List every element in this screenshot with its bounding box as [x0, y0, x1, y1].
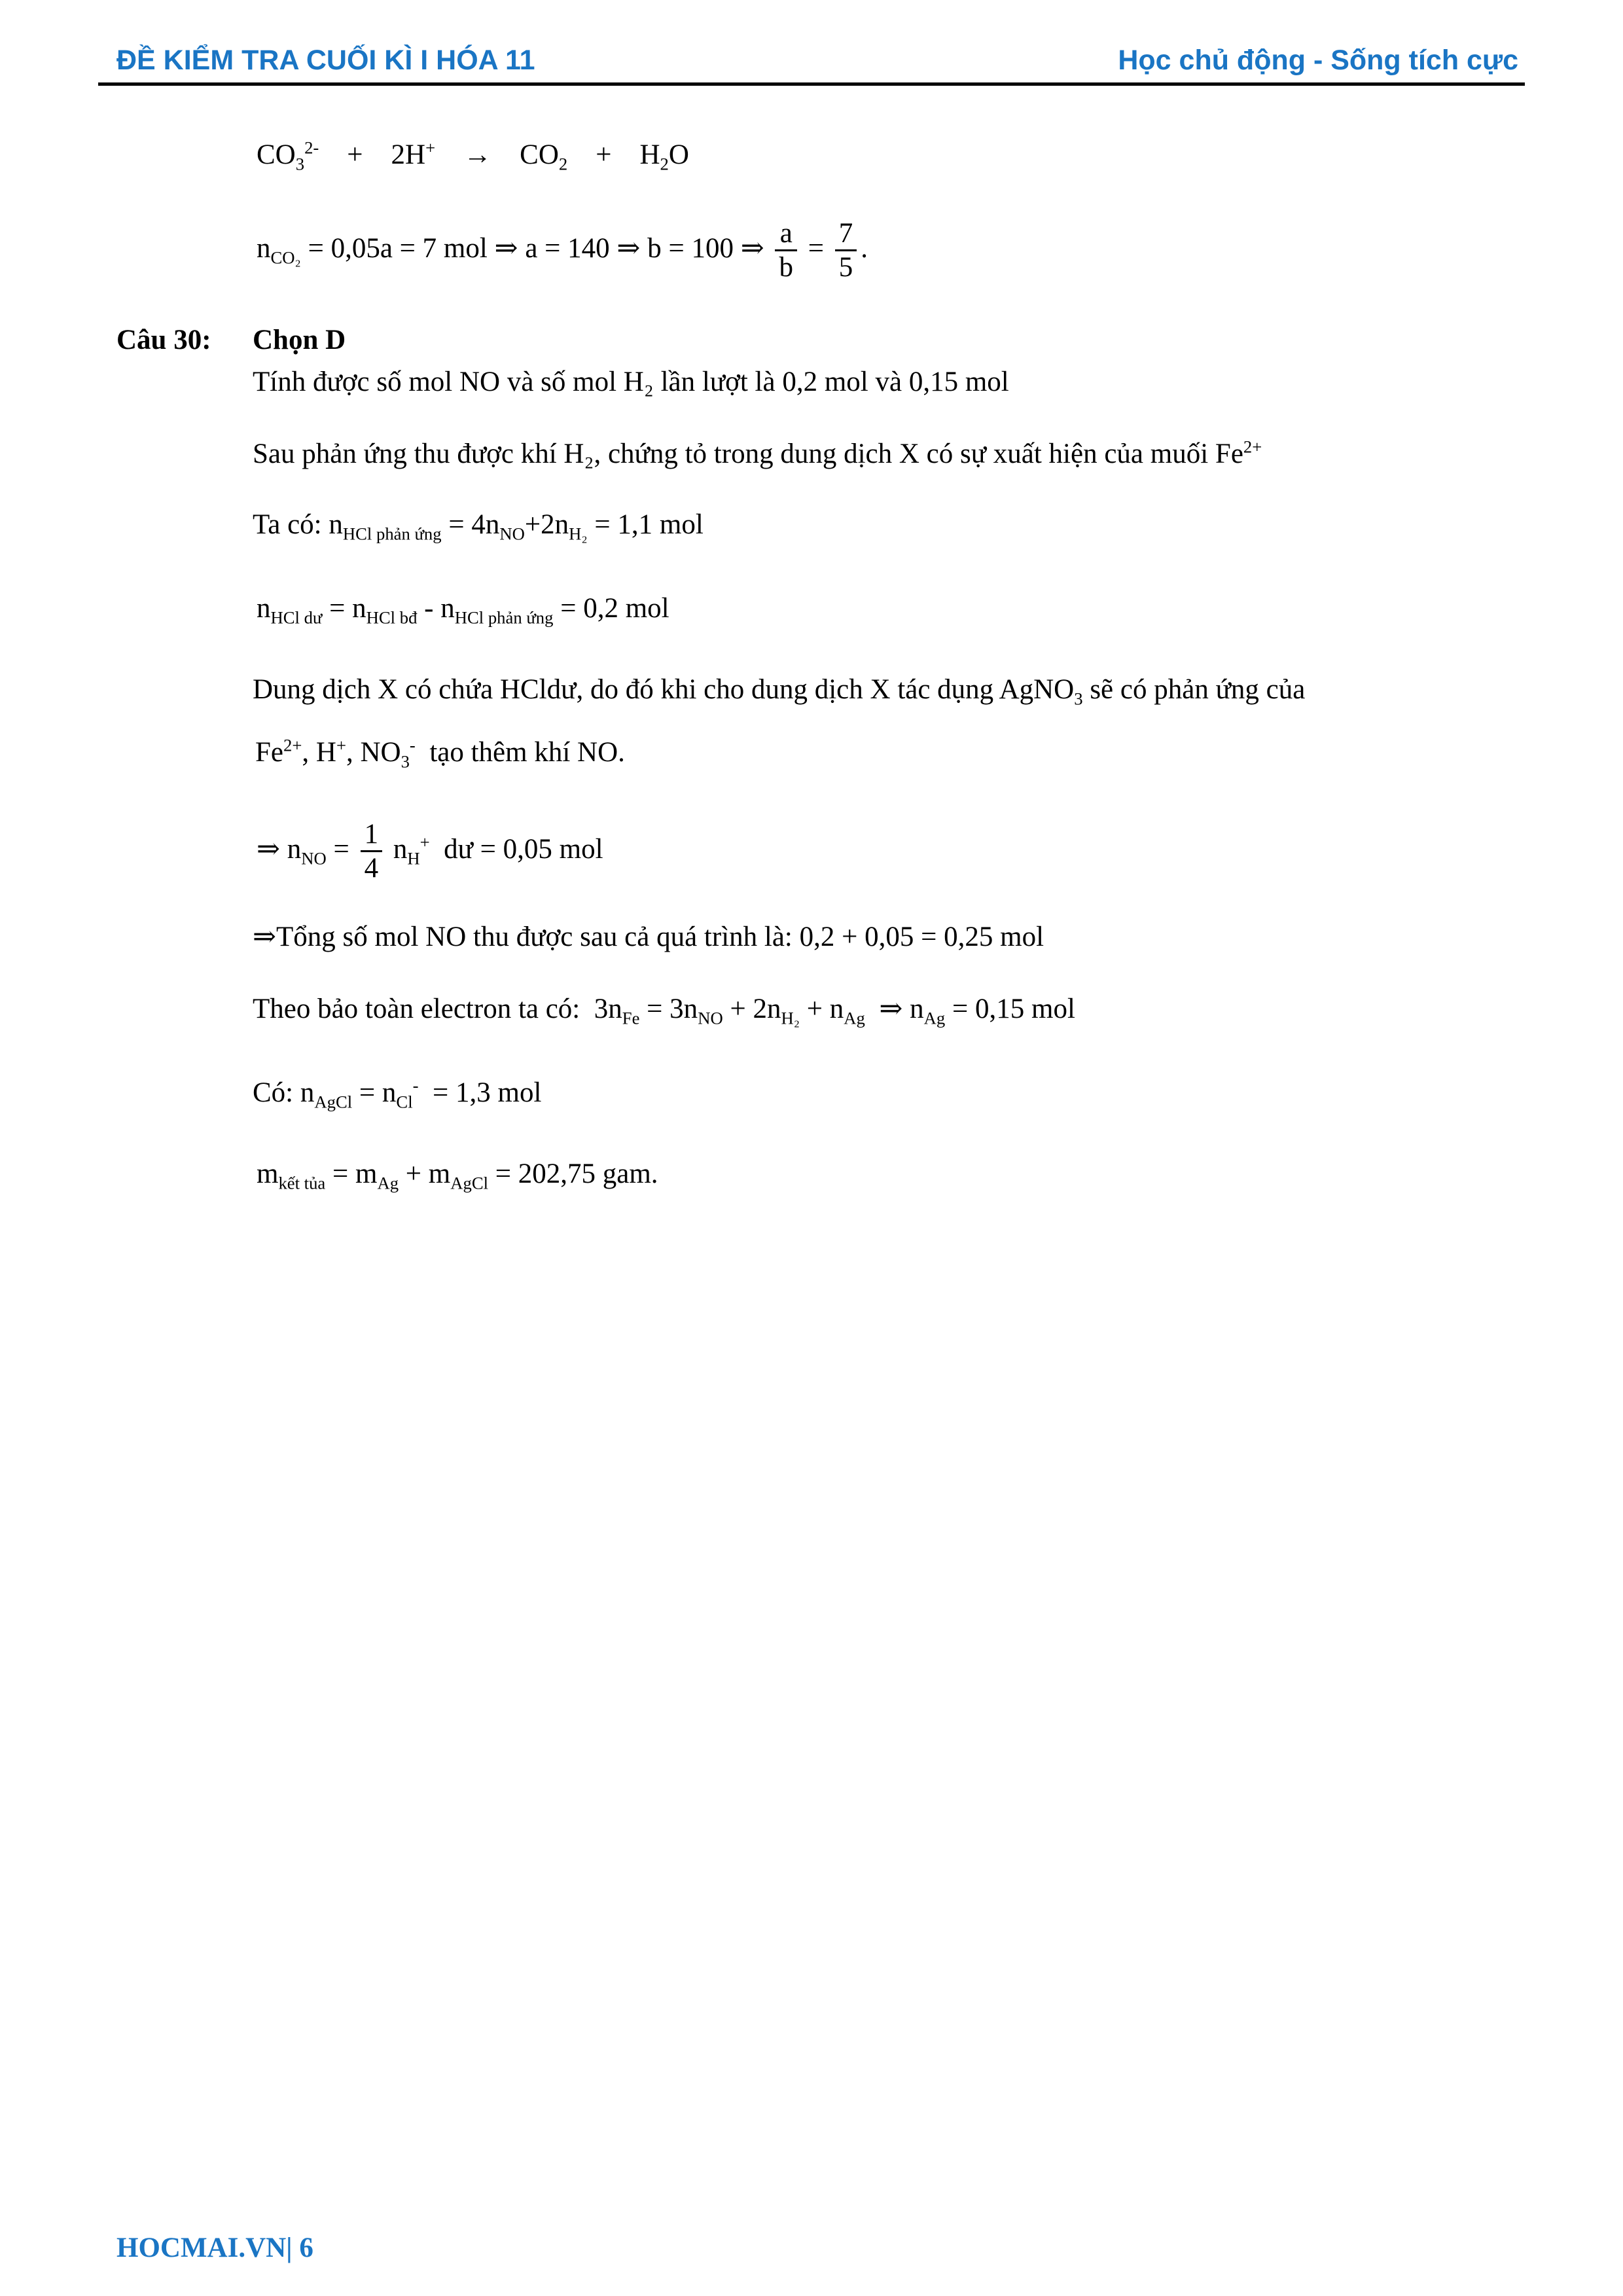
solution-line-9: Theo bảo toàn electron ta có: $3n_{Fe} = 3n_{NO} + 2n_{H_2} + n_{Ag}$ ⇒ $n_{Ag} = 0,15$ mol: [253, 994, 1075, 1028]
solution-line-7: ⇒ $n_{NO}$ = $\frac{1}{4}$ $n_H^+$ dư = 0,05 mol: [257, 819, 603, 884]
fraction-1-4: $\frac{1}{4}$: [361, 818, 383, 885]
question-answer: Chọn D: [253, 325, 346, 355]
solution-line-1: Tính được số mol NO và số mol H₂ lần lượt là 0,2 mol và 0,15 mol: [253, 367, 1009, 397]
solution-line-5: Dung dịch X có chứa HCldư, do đó khi cho dung dịch X tác dụng AgNO$_3$ sẽ có phản ứng của: [253, 674, 1306, 709]
solution-line-3: Ta có: $n_{HCl phản ứng} = 4n_{NO}+2n_{H_2} = 1,1$ mol: [253, 509, 704, 544]
header-divider: [98, 82, 1525, 86]
equation-ionic: $CO_3^{2-}$ + 2H+ → $CO_2$ + $H_2O$: [257, 137, 689, 174]
solution-line-2: Sau phản ứng thu được khí H₂, chứng tỏ trong dung dịch X có sự xuất hiện của muối $Fe^{2+}$: [253, 437, 1262, 469]
fraction-a-b: $\frac{a}{b}$: [775, 217, 797, 284]
footer-page-number: HOCMAI.VN| 6: [116, 2233, 313, 2263]
question-label: Câu 30:: [116, 325, 211, 355]
fraction-7-5: $\frac{7}{5}$: [835, 217, 857, 284]
solution-line-11: $m_{kết tủa} = m_{Ag} + m_{AgCl} = 202,75$ gam.: [257, 1158, 658, 1193]
solution-line-10: Có: $n_{AgCl} = n_{Cl}^- = 1,3$ mol: [253, 1075, 542, 1112]
solution-line-6: $Fe^{2+}$, H+, $NO_3^-$ tạo thêm khí NO.: [255, 735, 625, 772]
header-title: ĐỀ KIỂM TRA CUỐI KÌ I HÓA 11: [116, 45, 535, 76]
solution-line-4: $n_{HCl dư} = n_{HCl bđ} - n_{HCl phản ứng} = 0,2$ mol: [257, 593, 669, 628]
equation-ratio: $n_{CO_2} = 0,05a = 7$ mol ⇒ a = 140 ⇒ b = 100 ⇒ $\frac{a}{b}$ = $\frac{7}{5}$ .: [257, 218, 868, 283]
header-slogan: Học chủ động - Sống tích cực: [1118, 45, 1518, 76]
solution-line-8: ⇒Tổng số mol NO thu được sau cả quá trình là: 0,2 + 0,05 = 0,25 mol: [253, 922, 1044, 952]
